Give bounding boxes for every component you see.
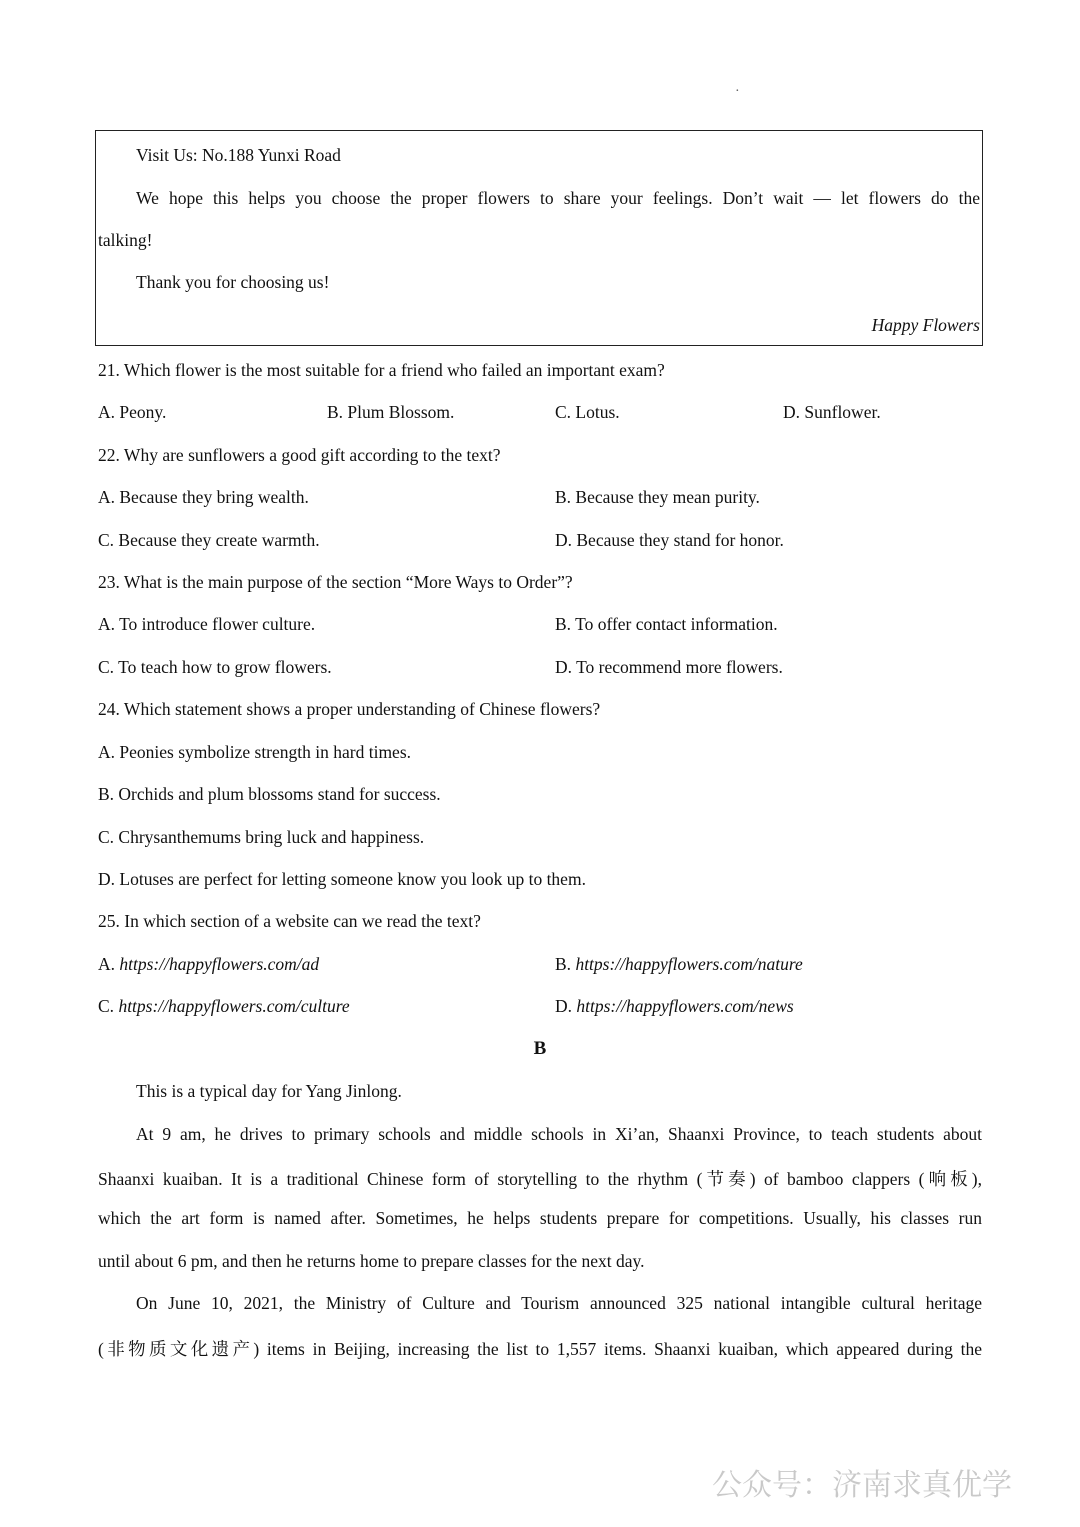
q22-option-a: A. Because they bring wealth. <box>98 487 309 507</box>
question-22: 22. Why are sunflowers a good gift according to the text? <box>98 445 501 465</box>
watermark-text: 公众号：济南求真优学 <box>712 1468 1012 1503</box>
q25-option-a-url: https://happyflowers.com/ad <box>119 954 320 974</box>
para-2-line-1: At 9 am, he drives to primary schools and middle schools in Xi’an, Shaanxi Province, to teach students about <box>136 1124 982 1144</box>
thanks-line: Thank you for choosing us! <box>136 272 330 292</box>
q25-option-d-url: https://happyflowers.com/news <box>576 996 794 1016</box>
address-line: Visit Us: No.188 Yunxi Road <box>136 145 341 165</box>
q25-option-a <box>98 954 319 975</box>
q23-option-a: A. To introduce flower culture. <box>98 614 316 634</box>
q22-option-c: C. Because they create warmth. <box>98 530 320 550</box>
q24-option-d: D. Lotuses are perfect for letting someone know you look up to them. <box>98 869 586 889</box>
q21-option-d: D. Sunflower. <box>783 402 881 422</box>
notice-box <box>95 130 983 346</box>
signature: Happy Flowers <box>871 315 980 335</box>
q21-option-b: B. Plum Blossom. <box>327 402 455 422</box>
q25-option-b <box>555 954 803 975</box>
q22-option-b: B. Because they mean purity. <box>555 487 760 507</box>
q25-option-a-letter: A. <box>98 954 116 974</box>
q23-option-c: C. To teach how to grow flowers. <box>98 657 332 677</box>
q25-option-b-letter: B. <box>555 954 572 974</box>
question-25: 25. In which section of a website can we read the text? <box>98 911 481 931</box>
q25-option-c-url: https://happyflowers.com/culture <box>118 996 350 1016</box>
q25-option-c <box>98 996 350 1017</box>
hope-line-2: talking! <box>98 230 153 250</box>
para-2-line-2: Shaanxi kuaiban. It is a traditional Chinese form of storytelling to the rhythm (节奏) of bamboo clappers (响板), <box>98 1169 982 1189</box>
question-24: 24. Which statement shows a proper understanding of Chinese flowers? <box>98 699 601 719</box>
q21-option-c: C. Lotus. <box>555 402 620 422</box>
hope-line-1: We hope this helps you choose the proper flowers to share your feelings. Don’t wait — let flowers do the <box>136 188 980 208</box>
q25-option-b-url: https://happyflowers.com/nature <box>575 954 803 974</box>
question-21: 21. Which flower is the most suitable for a friend who failed an important exam? <box>98 360 665 380</box>
q24-option-b: B. Orchids and plum blossoms stand for success. <box>98 784 441 804</box>
q25-option-d <box>555 996 794 1017</box>
page-mark: · <box>735 84 740 99</box>
para-3-line-1: On June 10, 2021, the Ministry of Culture and Tourism announced 325 national intangible cultural heritage <box>136 1293 982 1313</box>
section-b-para-1: This is a typical day for Yang Jinlong. <box>136 1081 402 1101</box>
q23-option-d: D. To recommend more flowers. <box>555 657 783 677</box>
q23-option-b: B. To offer contact information. <box>555 614 778 634</box>
section-b-heading: B <box>533 1038 547 1059</box>
para-3-line-2: (非物质文化遗产) items in Beijing, increasing the list to 1,557 items. Shaanxi kuaiban, which appeared during the <box>98 1339 982 1359</box>
q21-option-a: A. Peony. <box>98 402 167 422</box>
question-23: 23. What is the main purpose of the section “More Ways to Order”? <box>98 572 573 592</box>
para-2-line-4: until about 6 pm, and then he returns home to prepare classes for the next day. <box>98 1251 645 1271</box>
q25-option-c-letter: C. <box>98 996 115 1016</box>
q24-option-c: C. Chrysanthemums bring luck and happiness. <box>98 827 425 847</box>
q24-option-a: A. Peonies symbolize strength in hard times. <box>98 742 412 762</box>
q25-option-d-letter: D. <box>555 996 573 1016</box>
q22-option-d: D. Because they stand for honor. <box>555 530 784 550</box>
para-2-line-3: which the art form is named after. Sometimes, he helps students prepare for competitions. Usually, his classes run <box>98 1208 982 1228</box>
